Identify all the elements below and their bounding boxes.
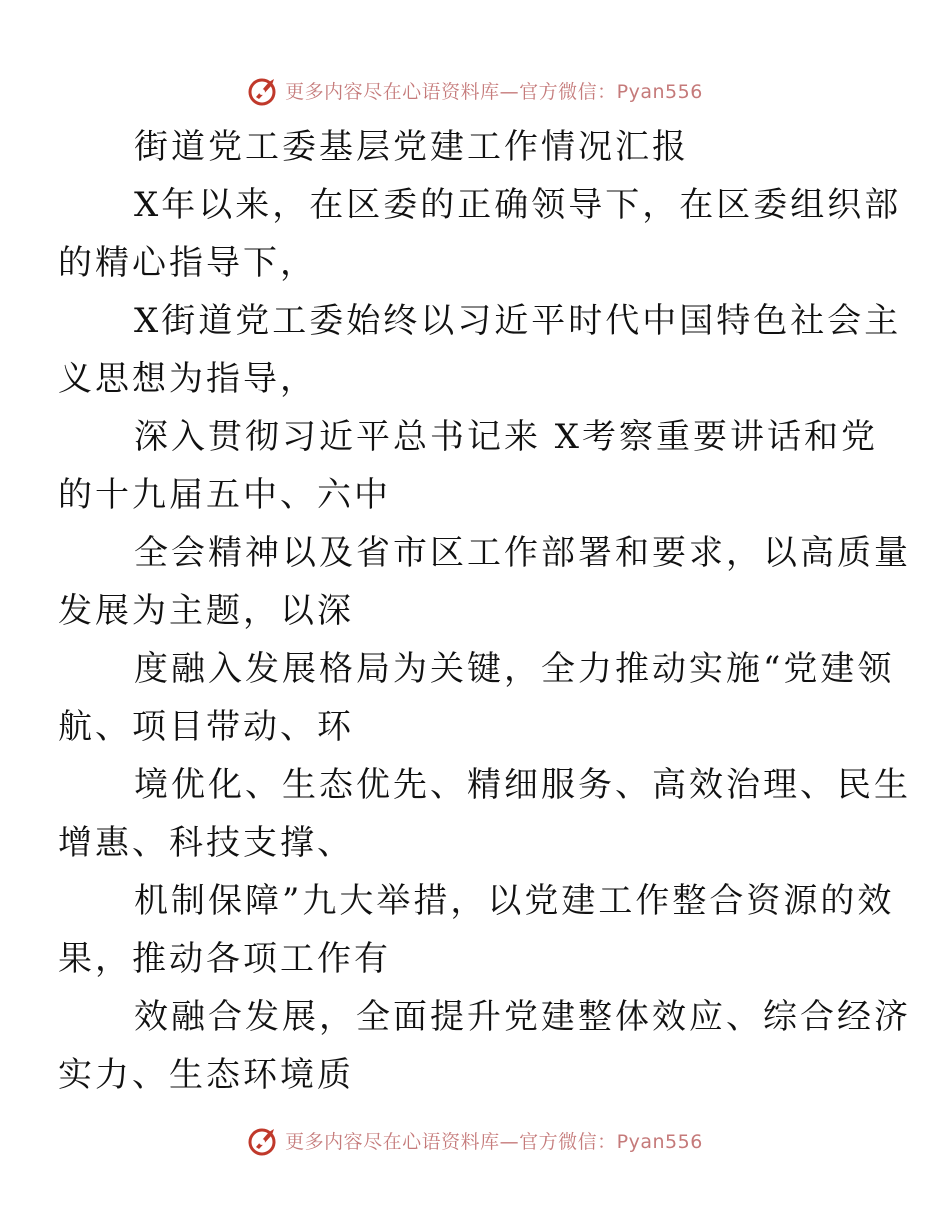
paragraph-line: 效融合发展，全面提升党建整体效应、综合经济 bbox=[134, 997, 911, 1037]
paragraph-line: 度融入发展格局为关键，全力推动实施“党建领 bbox=[134, 649, 895, 689]
footer-banner-text: 更多内容尽在心语资料库—官方微信：Pyan556 bbox=[285, 1130, 703, 1153]
title-text: 街道党工委基层党建工作情况汇报 bbox=[134, 127, 689, 167]
paragraph-line: 的十九届五中、六中 bbox=[58, 475, 391, 515]
paragraph bbox=[58, 872, 895, 988]
pen-seal-logo-icon bbox=[247, 1123, 281, 1157]
paragraph-line: 义思想为指导， bbox=[58, 359, 317, 399]
pen-seal-logo-icon bbox=[247, 73, 281, 107]
paragraph-line: 机制保障”九大举措，以党建工作整合资源的效 bbox=[134, 881, 895, 921]
paragraph-line: 的精心指导下， bbox=[58, 243, 317, 283]
paragraph-line: 发展为主题，以深 bbox=[58, 591, 354, 631]
footer-banner bbox=[0, 1120, 950, 1160]
paragraph-line: X街道党工委始终以习近平时代中国特色社会主 bbox=[134, 301, 902, 341]
paragraph-line: 全会精神以及省市区工作部署和要求，以高质量 bbox=[134, 533, 911, 573]
paragraph-line: 实力、生态环境质 bbox=[58, 1055, 354, 1095]
header-banner bbox=[0, 70, 950, 110]
header-banner-text: 更多内容尽在心语资料库—官方微信：Pyan556 bbox=[285, 80, 703, 103]
paragraph-line: 航、项目带动、环 bbox=[58, 707, 354, 747]
paragraph bbox=[58, 756, 911, 872]
paragraph bbox=[58, 408, 879, 524]
paragraph bbox=[58, 988, 911, 1104]
paragraph bbox=[58, 292, 902, 408]
paragraph-line: 果，推动各项工作有 bbox=[58, 939, 391, 979]
document-body bbox=[58, 118, 911, 1104]
paragraph-line: 增惠、科技支撑、 bbox=[58, 823, 354, 863]
paragraph-line: 境优化、生态优先、精细服务、高效治理、民生 bbox=[134, 765, 911, 805]
paragraph bbox=[58, 524, 911, 640]
paragraph-line: 深入贯彻习近平总书记来 X考察重要讲话和党 bbox=[134, 417, 879, 457]
paragraph bbox=[58, 176, 902, 292]
document-title bbox=[96, 118, 856, 176]
paragraph bbox=[58, 640, 895, 756]
paragraph-line: X年以来，在区委的正确领导下，在区委组织部 bbox=[134, 185, 902, 225]
